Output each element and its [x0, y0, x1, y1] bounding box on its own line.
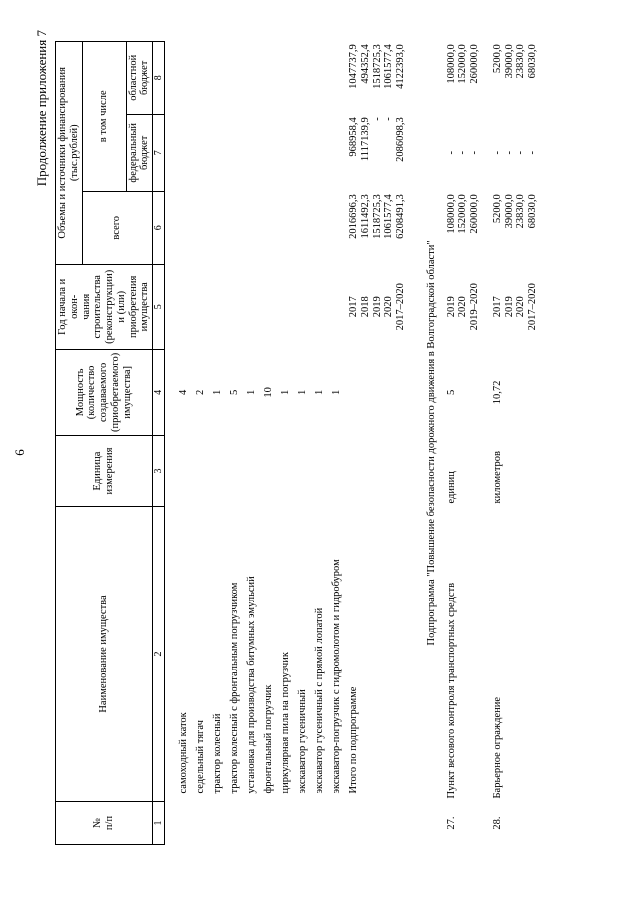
header-regional: областной бюджет [126, 41, 153, 114]
total-federal: 968958,4 1117139,9 - - 2086098,3 [348, 117, 407, 162]
item-name: экскаватор гусеничный с прямой лопатой [314, 607, 326, 794]
item-years: 2017 2019 2020 2017–2020 [491, 283, 539, 331]
item-name: Пункт весового контроля транспортных средств [445, 582, 457, 799]
property-table [55, 41, 540, 845]
table-row [296, 41, 313, 844]
header-capacity: Мощность (количество создаваемого (приобретаемого) имущества] [56, 349, 153, 435]
col-number: 2 [153, 507, 165, 802]
total-regional: 1047737,9 494352,4 1518725,3 1061577,4 4122393,0 [348, 44, 407, 89]
header-funding: Объемы и источники финансирования (тыс.рублей) [56, 41, 83, 264]
table-row [482, 41, 540, 844]
table-row [313, 41, 330, 844]
header-name: Наименование имущества [56, 507, 153, 802]
item-unit: единиц [445, 471, 457, 504]
col-number: 4 [153, 349, 165, 435]
total-label: Итого по подпрограмме [348, 686, 360, 794]
table-row [245, 41, 262, 844]
item-qty: 2 [195, 389, 207, 396]
item-name: циркулярная пила на погрузчик [280, 652, 292, 794]
item-qty: 1 [246, 389, 258, 396]
item-qty: 5 [445, 389, 457, 396]
col-number: 3 [153, 436, 165, 507]
item-qty: 1 [314, 389, 326, 396]
item-name: седельный тягач [195, 720, 207, 794]
header-years: Год начала и окон- чания строительства (реконструкции) и (или) приобретения имущества [56, 264, 153, 349]
col-number: 1 [153, 802, 165, 845]
item-qty: 1 [212, 389, 224, 396]
table-row [444, 41, 482, 844]
header-unit: Единица измерения [56, 436, 153, 507]
header-incl: в том числе [82, 41, 126, 191]
item-name: трактор колесный с фронтальным погрузчиком [229, 582, 241, 794]
table-row [262, 41, 279, 844]
item-qty: 4 [178, 389, 190, 396]
item-qty: 10 [263, 387, 275, 398]
col-number: 8 [153, 41, 165, 114]
item-qty: 5 [229, 389, 241, 396]
table-row [279, 41, 296, 844]
row-num: 28. [491, 816, 503, 830]
item-regional: 5200,0 39000,0 23830,0 68030,0 [491, 44, 539, 79]
item-qty: 10,72 [491, 380, 503, 405]
item-federal: - - - - [491, 151, 539, 155]
item-name: Барьерное ограждение [491, 696, 503, 799]
item-unit: километров [491, 451, 503, 504]
table-row [177, 41, 194, 844]
item-name: экскаватор-погрузчик с гидромолотом и гидробуром [331, 559, 343, 794]
item-regional: 108000,0 152000,0 260000,0 [445, 44, 481, 84]
header-total: всего [82, 191, 153, 264]
item-qty: 1 [280, 389, 292, 396]
page-number: 6 [12, 449, 27, 456]
item-name: фронтальный погрузчик [263, 684, 275, 794]
item-qty: 1 [297, 389, 309, 396]
column-numbers-row [153, 41, 165, 844]
item-total: 5200,0 39000,0 23830,0 68030,0 [491, 194, 539, 229]
item-qty: 1 [331, 389, 343, 396]
table-row [228, 41, 245, 844]
item-name: установка для производства битумных эмульсий [246, 576, 258, 794]
header-num: № п/п [56, 802, 153, 845]
total-years: 2017 2018 2019 2020 2017–2020 [348, 283, 407, 331]
total-sum: 2016696,3 1611492,3 1518725,3 1061577,4 6208491,3 [348, 194, 407, 239]
col-number: 5 [153, 264, 165, 349]
table-row [211, 41, 228, 844]
col-number: 6 [153, 191, 165, 264]
item-years: 2019 2020 2019–2020 [445, 283, 481, 331]
item-total: 108000,0 152000,0 260000,0 [445, 194, 481, 234]
subprogram-title: Подпрограмма "Повышение безопасности дорожного движения в Волгоградской области" [425, 240, 437, 646]
table-row [330, 41, 347, 844]
total-row [347, 41, 408, 844]
col-number: 7 [153, 114, 165, 191]
item-name: экскаватор гусеничный [297, 689, 309, 794]
header-federal: федеральный бюджет [126, 114, 153, 191]
row-num: 27. [445, 816, 457, 830]
item-name: трактор колесный [212, 713, 224, 794]
item-name: самоходный каток [178, 712, 190, 794]
item-federal: - - - [445, 151, 481, 155]
table-row [194, 41, 211, 844]
continuation-label: Продолжение приложения 7 [34, 30, 49, 187]
